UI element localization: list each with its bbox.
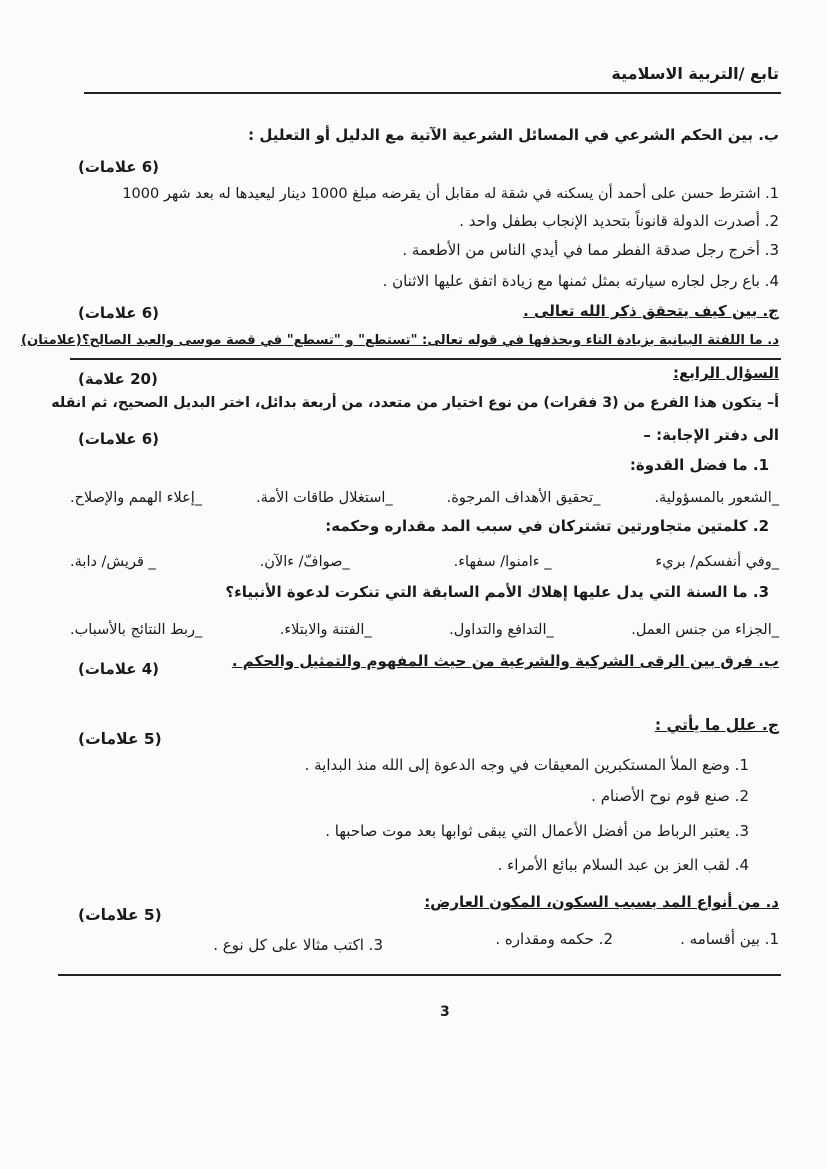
q4-part-a-marks: (6 علامات) <box>78 430 160 448</box>
q4-part-c-marks: (5 علامات) <box>78 730 162 748</box>
q4-part-c-item-2: 2. صنع قوم نوح الأصنام . <box>591 787 749 805</box>
page-header-title: تابع /التربية الاسلامية <box>611 64 779 83</box>
q4-title: السؤال الرابع: <box>673 364 779 382</box>
section-c-text: ج. بين كيف يتحقق ذكر الله تعالى . <box>523 302 779 320</box>
q4-part-d-item-2: 2. حكمه ومقداره . <box>495 930 613 948</box>
section-c-marks: (6 علامات) <box>78 304 160 322</box>
q4-part-b-text: ب. فرق بين الرقى الشركية والشرعية من حيث المفهوم والتمثيل والحكم . <box>231 652 779 670</box>
q4-part-b-marks: (4 علامات) <box>78 660 160 678</box>
footer-divider <box>58 974 781 976</box>
q4-part-c-item-3: 3. يعتبر الرباط من أفضل الأعمال التي يبقى ثوابها بعد موت صاحبها . <box>325 822 749 840</box>
mcq-3-options <box>70 622 779 638</box>
section-d-divider <box>70 358 781 360</box>
mcq-1-option-1: _إعلاء الهمم والإصلاح. <box>70 490 203 506</box>
mcq-3-option-2: _الفتنة والابتلاء. <box>279 622 372 638</box>
mcq-2-option-1: _ قريش/ دابة. <box>70 554 156 570</box>
q4-part-c-item-1: 1. وضع الملأ المستكبرين المعيقات في وجه الدعوة إلى الله منذ البداية . <box>304 756 749 774</box>
mcq-3-option-4: _الجزاء من جنس العمل. <box>631 622 779 638</box>
mcq-1-option-3: _تحقيق الأهداف المرجوة. <box>446 490 601 506</box>
q4-part-d-marks: (5 علامات) <box>78 906 162 924</box>
q4-part-a-intro2: الى دفتر الإجابة: – <box>643 426 779 444</box>
section-b-item-1: 1. اشترط حسن على أحمد أن يسكنه في شقة له مقابل أن يقرضه مبلغ 1000 دينار ليعيدها له بعد شهر 1000 <box>122 186 779 202</box>
section-b-item-4: 4. باع رجل لجاره سيارته بمثل ثمنها مع زيادة اتفق عليها الاثنان . <box>382 272 779 290</box>
q4-part-c-heading: ج. علل ما يأتي : <box>654 716 779 734</box>
mcq-1-option-2: _استغلال طاقات الأمة. <box>256 490 393 506</box>
section-b-item-3: 3. أخرج رجل صدقة الفطر مما في أيدي الناس من الأطعمة . <box>402 241 779 259</box>
q4-part-d-item-3: 3. اكتب مثالا على كل نوع . <box>213 936 383 954</box>
header-divider <box>84 92 781 94</box>
section-b-marks: (6 علامات) <box>78 158 160 176</box>
mcq-2-option-3: _ ءامنوا/ سفهاء. <box>453 554 552 570</box>
mcq-3-option-1: _ربط النتائج بالأسباب. <box>70 622 203 638</box>
page-number: 3 <box>440 1004 450 1020</box>
q4-part-d-heading: د. من أنواع المد بسبب السكون، المكون العارض: <box>424 893 779 911</box>
mcq-2-option-4: _وفي أنفسكم/ بريء <box>655 554 779 570</box>
mcq-2-option-2: _صوافّ/ ءالآن. <box>259 554 350 570</box>
section-b-heading: ب. بين الحكم الشرعي في المسائل الشرعية الآتية مع الدليل أو التعليل : <box>248 126 779 144</box>
q4-part-d-item-1: 1. بين أقسامه . <box>680 930 779 948</box>
mcq-1-options <box>70 490 779 506</box>
q4-part-a-intro: أ– يتكون هذا الفرع من (3 فقرات) من نوع اختيار من متعدد، من أربعة بدائل، اختر البديل الصحيح، ثم انقله <box>51 395 779 411</box>
mcq-2-question: 2. كلمتين متجاورتين تشتركان في سبب المد مقداره وحكمه: <box>325 517 769 535</box>
q4-marks: (20 علامة) <box>78 370 158 388</box>
section-d-text: د. ما اللفتة البيانية بزيادة التاء وبحذفها في قوله تعالى: "تستطع" و "تسطع" في قصة موسى والعبد الصالح؟(علامتان) <box>21 333 779 348</box>
mcq-2-options <box>70 554 779 570</box>
mcq-3-option-3: _التدافع والتداول. <box>449 622 554 638</box>
mcq-1-question: 1. ما فضل القدوة: <box>629 456 769 474</box>
mcq-1-option-4: _الشعور بالمسؤولية. <box>654 490 779 506</box>
mcq-3-question: 3. ما السنة التي يدل عليها إهلاك الأمم السابقة التي تنكرت لدعوة الأنبياء؟ <box>225 583 769 601</box>
section-b-item-2: 2. أصدرت الدولة قانوناً بتحديد الإنجاب بطفل واحد . <box>459 212 779 230</box>
q4-part-c-item-4: 4. لقب العز بن عبد السلام ببائع الأمراء . <box>497 856 749 874</box>
